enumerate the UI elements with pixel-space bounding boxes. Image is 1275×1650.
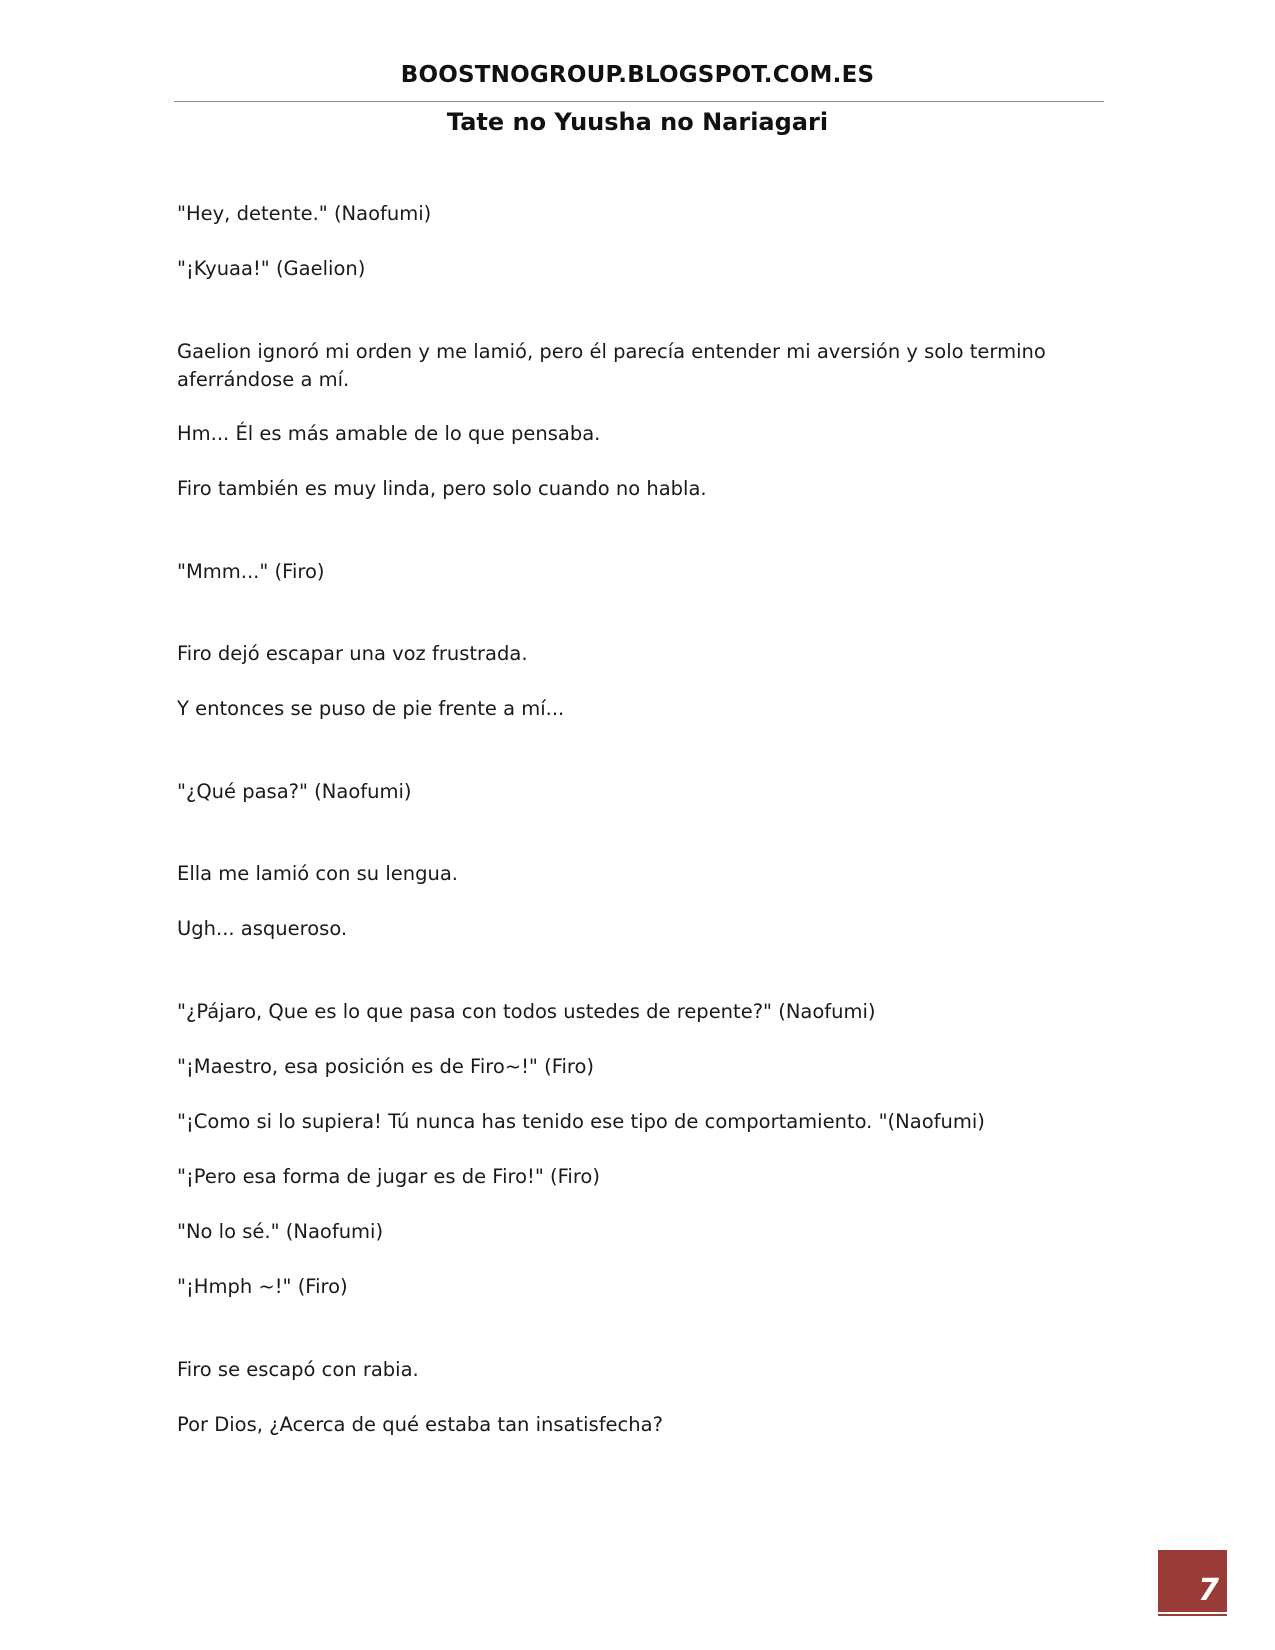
paragraph: "Mmm..." (Firo) (177, 560, 325, 583)
paragraph: Y entonces se puso de pie frente a mí... (177, 697, 565, 720)
paragraph: "¿Qué pasa?" (Naofumi) (177, 780, 412, 803)
paragraph: Gaelion ignoró mi orden y me lamió, pero él parecía entender mi aversión y solo termino aferrándose a mí. (177, 340, 1046, 391)
paragraph: Ugh... asqueroso. (177, 917, 348, 940)
paragraph: "Hey, detente." (Naofumi) (177, 202, 432, 225)
paragraph: Hm... Él es más amable de lo que pensaba. (177, 422, 601, 445)
paragraph: Ella me lamió con su lengua. (177, 862, 458, 885)
paragraph: "No lo sé." (Naofumi) (177, 1220, 384, 1243)
page-number-badge (1158, 1550, 1227, 1612)
paragraph: Por Dios, ¿Acerca de qué estaba tan insatisfecha? (177, 1413, 663, 1436)
page-number-underline (1158, 1614, 1227, 1616)
header-divider (174, 101, 1104, 102)
header-site-name: BOOSTNOGROUP.BLOGSPOT.COM.ES (400, 62, 875, 88)
document-title: Tate no Yuusha no Nariagari (446, 108, 829, 136)
paragraph: Firo dejó escapar una voz frustrada. (177, 642, 528, 665)
paragraph: "¡Kyuaa!" (Gaelion) (177, 257, 366, 280)
paragraph: "¿Pájaro, Que es lo que pasa con todos ustedes de repente?" (Naofumi) (177, 1000, 876, 1023)
paragraph: "¡Como si lo supiera! Tú nunca has tenido ese tipo de comportamiento. "(Naofumi) (177, 1110, 985, 1133)
paragraph: "¡Maestro, esa posición es de Firo~!" (Firo) (177, 1055, 595, 1078)
paragraph: Firo se escapó con rabia. (177, 1358, 419, 1381)
page-number: 7 (1198, 1573, 1219, 1608)
paragraph: Firo también es muy linda, pero solo cuando no habla. (177, 477, 707, 500)
paragraph: "¡Hmph ~!" (Firo) (177, 1275, 348, 1298)
paragraph: "¡Pero esa forma de jugar es de Firo!" (Firo) (177, 1165, 600, 1188)
